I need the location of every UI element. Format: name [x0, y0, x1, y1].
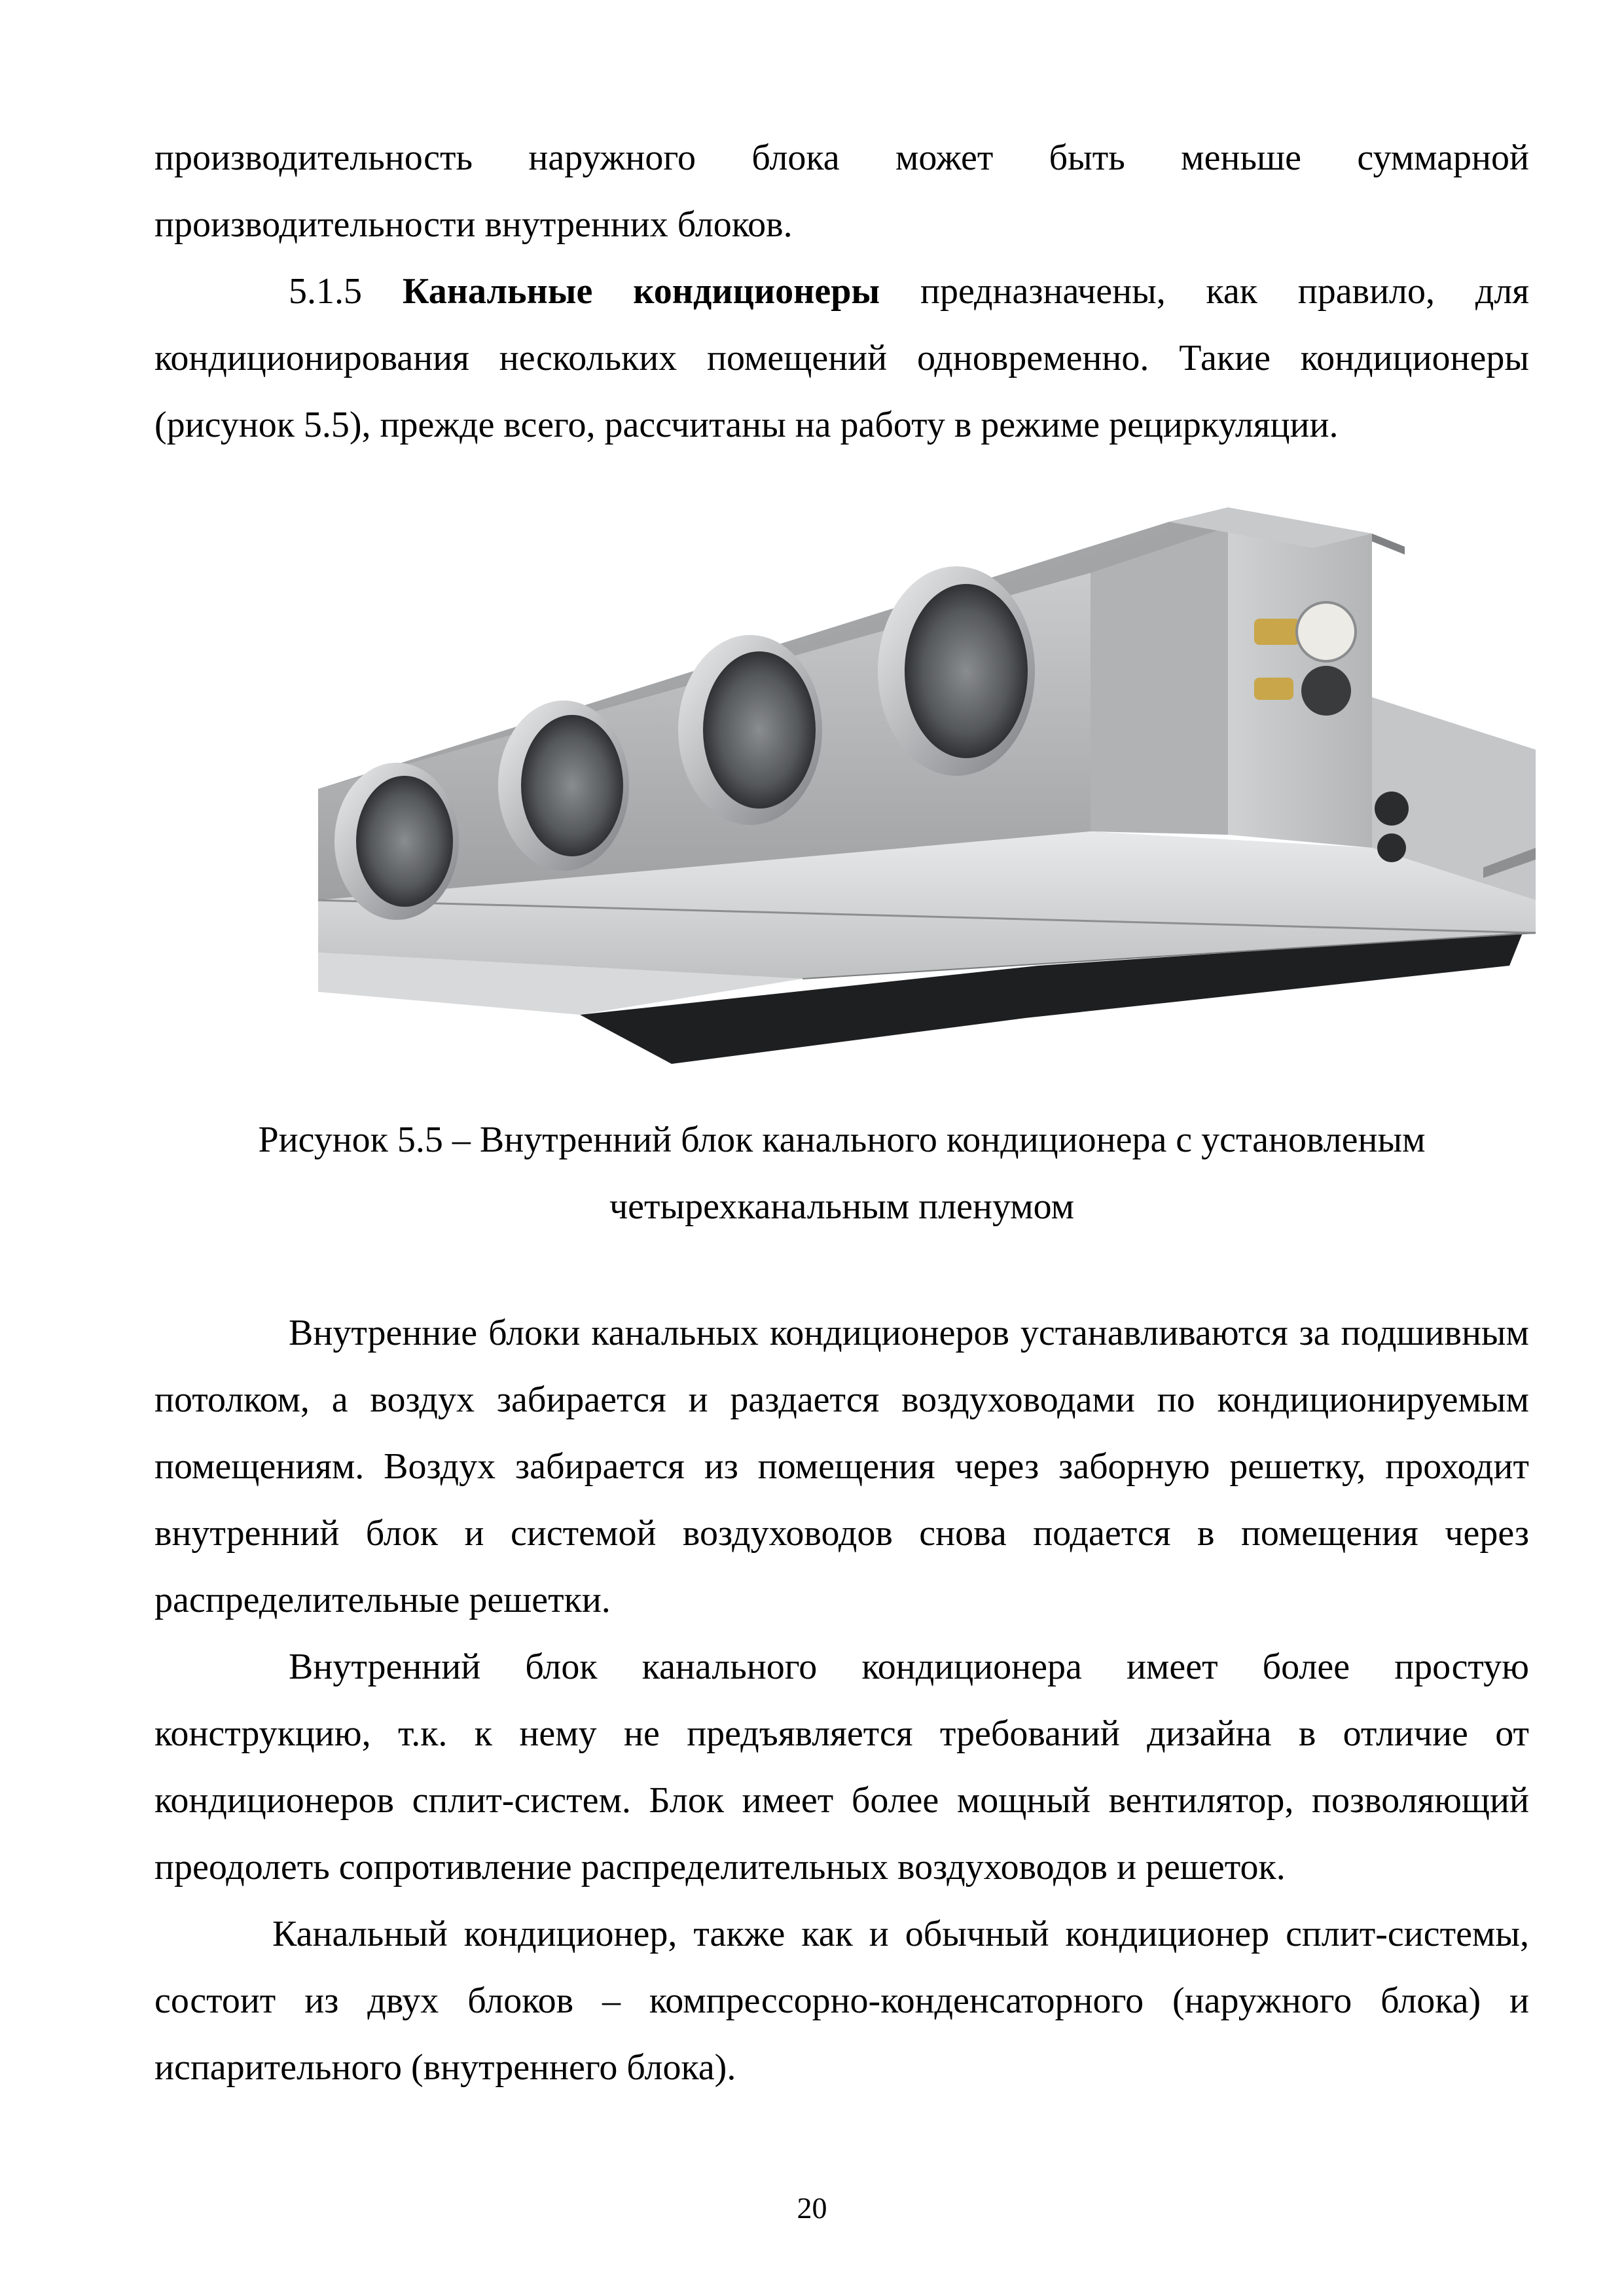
paragraph-installation: Внутренние блоки канальных кондиционеров устанавливаются за подшивным потолком, а воздух забирается и раздается воздуховодами по кондиционируемым помещениям. Воздух забирается из помещения через заборную решетку, проходит внутренний блок и системой воздуховодов снова подается в помещения через распределительные решетки. — [154, 1313, 1529, 1620]
paragraph-design: Внутренний блок канального кондиционера имеет более простую конструкцию, т.к. к нему не предъявляется требований дизайна в отличие от кондиционеров сплит-систем. Блок имеет более мощный вентилятор, позволяющий преодолеть сопротивление распределительных воздуховодов и решеток. — [154, 1647, 1529, 1887]
duct-collar-1 — [334, 763, 459, 920]
top-text-block — [154, 124, 1529, 458]
bottom-text-block — [154, 1300, 1529, 2101]
cabinet-front-face — [1091, 527, 1228, 835]
paragraph-continuation-line2: производительности внутренних блоков. — [154, 204, 793, 245]
cabinet-side-face — [1228, 507, 1372, 848]
page-number: 20 — [797, 2191, 827, 2225]
paragraph-ducted-intro-text: предназначены, как правило, для кондиционирования нескольких помещений одновременно. Такие кондиционеры (рисунок 5.5), прежде всего, рассчитаны на работу в режиме рециркуляции. — [154, 271, 1530, 445]
figure-caption-line1: Рисунок 5.5 – Внутренний блок канального кондиционера с установленым — [258, 1120, 1426, 1160]
duct-collar-2 — [498, 701, 629, 871]
term-ducted-conditioners: Канальные кондиционеры — [402, 271, 880, 312]
hanger-bracket-top — [1372, 534, 1405, 555]
section-number: 5.1.5 — [289, 271, 362, 312]
duct-collar-3 — [678, 635, 822, 825]
duct-collar-4 — [878, 566, 1035, 776]
figure-caption — [154, 1106, 1529, 1240]
ducted-unit-illustration — [305, 481, 1542, 1082]
paragraph-continuation-line1: производительность наружного блока может быть меньше суммарной — [154, 137, 1529, 178]
paragraph-ducted-intro — [154, 258, 1529, 458]
figure-caption-line2: четырехканальным пленумом — [609, 1186, 1075, 1227]
paragraph-composition: Канальный кондиционер, также как и обычный кондиционер сплит-системы, состоит из двух блоков – компрессорно-конденсаторного (наружного блока) и испарительного (внутреннего блока). — [154, 1914, 1529, 2088]
